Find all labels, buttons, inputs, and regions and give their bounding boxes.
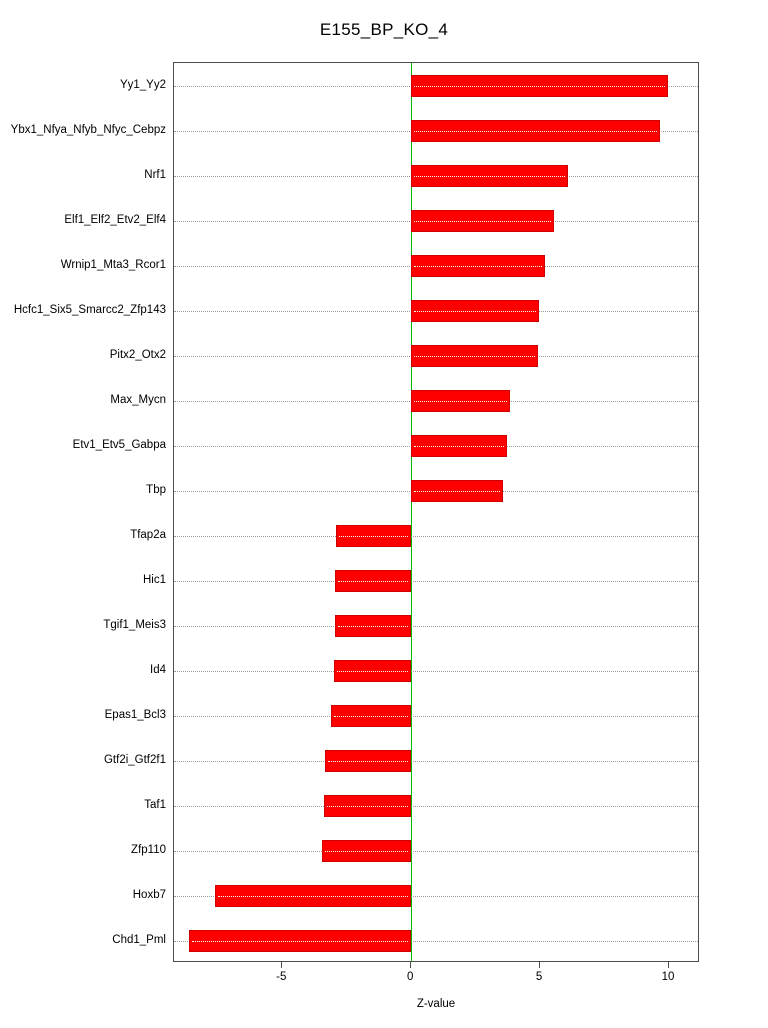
bar xyxy=(411,390,510,412)
gridline xyxy=(174,761,698,762)
bar xyxy=(411,255,545,277)
y-axis-labels xyxy=(0,62,166,962)
y-axis-tick-label: Chd1_Pml xyxy=(112,933,166,946)
bar xyxy=(411,210,554,232)
y-axis-tick-label: Zfp110 xyxy=(131,843,166,856)
bar xyxy=(336,525,411,547)
y-axis-tick-label: Hic1 xyxy=(142,573,166,586)
gridline xyxy=(174,581,698,582)
y-axis-tick-label: Nrf1 xyxy=(144,168,166,181)
gridline xyxy=(174,626,698,627)
x-axis-tick xyxy=(668,962,669,968)
y-axis-tick-label: Tfap2a xyxy=(130,528,166,541)
x-axis-title: Z-value xyxy=(416,998,456,1010)
chart-title: E155_BP_KO_4 xyxy=(319,20,449,39)
bar xyxy=(322,840,411,862)
bar xyxy=(335,570,411,592)
y-axis-tick-label: Ybx1_Nfya_Nfyb_Nfyc_Cebpz xyxy=(10,123,166,136)
y-axis-tick-label: Tbp xyxy=(146,483,166,496)
x-axis-tick-label: -5 xyxy=(276,971,287,983)
y-axis-tick-label: Max_Mycn xyxy=(110,393,166,406)
y-axis-tick-label: Tgif1_Meis3 xyxy=(103,618,166,631)
bar xyxy=(334,660,411,682)
bar xyxy=(411,435,506,457)
x-axis xyxy=(173,962,699,1002)
y-axis-tick-label: Gtf2i_Gtf2f1 xyxy=(103,753,166,766)
bar xyxy=(411,75,668,97)
y-axis-tick-label: Etv1_Etv5_Gabpa xyxy=(72,438,166,451)
gridline xyxy=(174,851,698,852)
bar xyxy=(411,120,660,142)
y-axis-tick-label: Yy1_Yy2 xyxy=(119,78,166,91)
y-axis-tick-label: Hoxb7 xyxy=(132,888,166,901)
bar xyxy=(411,345,537,367)
y-axis-tick-label: Wrnip1_Mta3_Rcor1 xyxy=(60,258,166,271)
plot-area xyxy=(173,62,699,962)
x-axis-tick xyxy=(539,962,540,968)
bar xyxy=(324,795,412,817)
gridline xyxy=(174,716,698,717)
x-axis-tick-label: 5 xyxy=(535,971,543,983)
y-axis-tick-label: Epas1_Bcl3 xyxy=(104,708,166,721)
bar xyxy=(411,165,568,187)
bar xyxy=(411,300,539,322)
y-axis-tick-label: Id4 xyxy=(150,663,166,676)
x-axis-tick xyxy=(281,962,282,968)
gridline xyxy=(174,806,698,807)
zero-reference-line xyxy=(411,63,412,961)
bar xyxy=(325,750,411,772)
bar xyxy=(411,480,503,502)
gridline xyxy=(174,671,698,672)
bar xyxy=(335,615,411,637)
y-axis-tick-label: Pitx2_Otx2 xyxy=(109,348,166,361)
y-axis-tick-label: Hcfc1_Six5_Smarcc2_Zfp143 xyxy=(13,303,166,316)
bar xyxy=(331,705,411,727)
x-axis-tick-label: 0 xyxy=(407,971,414,983)
bar xyxy=(189,930,411,952)
y-axis-tick-label: Elf1_Elf2_Etv2_Elf4 xyxy=(64,213,166,226)
x-axis-tick xyxy=(410,962,411,968)
bar xyxy=(215,885,411,907)
y-axis-tick-label: Taf1 xyxy=(144,798,166,811)
gridline xyxy=(174,536,698,537)
x-axis-tick-label: 10 xyxy=(661,971,675,983)
